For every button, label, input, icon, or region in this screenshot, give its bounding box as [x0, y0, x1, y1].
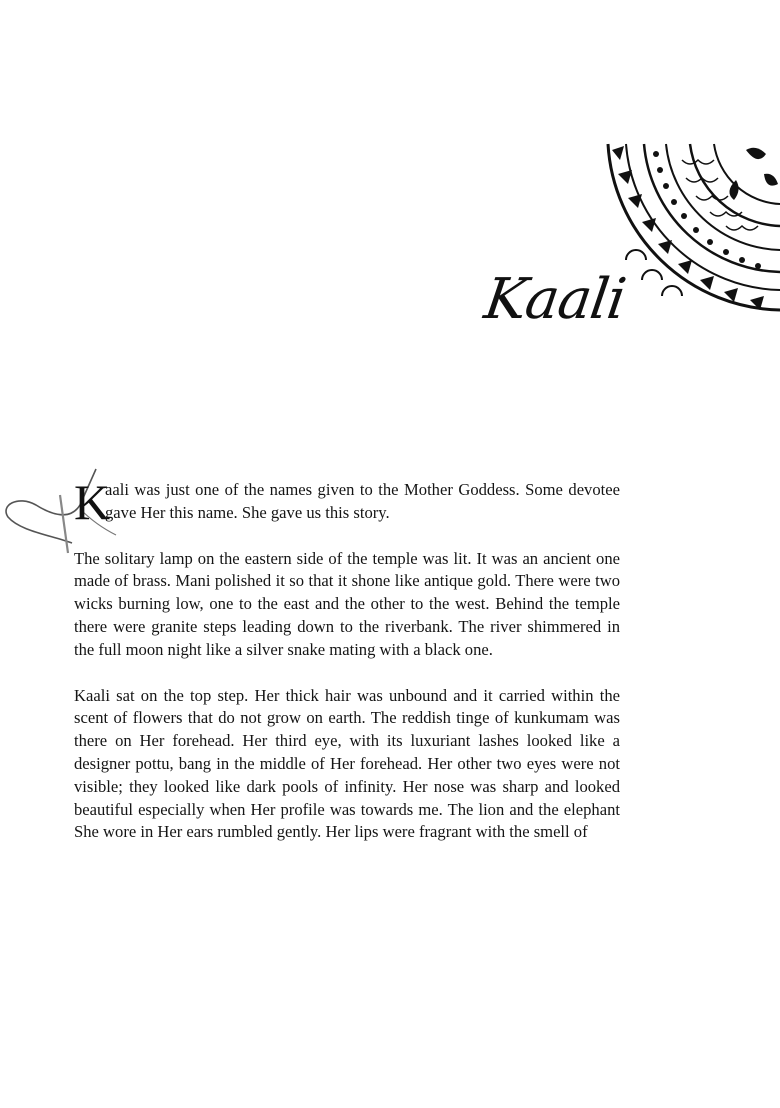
paragraph-3: [74, 685, 620, 845]
chapter-body: [74, 474, 620, 867]
paragraph-3-text: Kaali sat on the top step. Her thick hair was unbound and it carried within the scent of flowers that do not grow on earth. The reddish tinge of kunkumam was there on Her forehead. Her third eye, with its luxuriant lashes looked like a designer pottu, bang in the middle of Her forehead. Her other two eyes were not visible; they looked like dark pools of infinity. Her nose was sharp and looked beautiful especially when Her profile was towards me. The lion and the elephant She wore in Her ears rumbled gently. Her lips were fragrant with the smell of: [74, 685, 620, 842]
drop-cap-letter: K: [74, 474, 111, 530]
paragraph-2-text: The solitary lamp on the eastern side of the temple was lit. It was an ancient one made of brass. Mani polished it so that it shone like antique gold. There were two wicks burning low, one to the east and the other to the west. Behind the temple there were granite steps leading down to the riverbank. The river shimmered in the full moon night like a silver snake mating with a black one.: [74, 548, 620, 659]
chapter-title: Kaali: [480, 267, 629, 332]
paragraph-2: [74, 548, 620, 662]
paragraph-1-text: aali was just one of the names given to the Mother Goddess. Some devotee gave Her this name. She gave us this story.: [105, 480, 620, 522]
drop-cap-container: [74, 474, 111, 530]
paragraph-1: [74, 474, 620, 530]
